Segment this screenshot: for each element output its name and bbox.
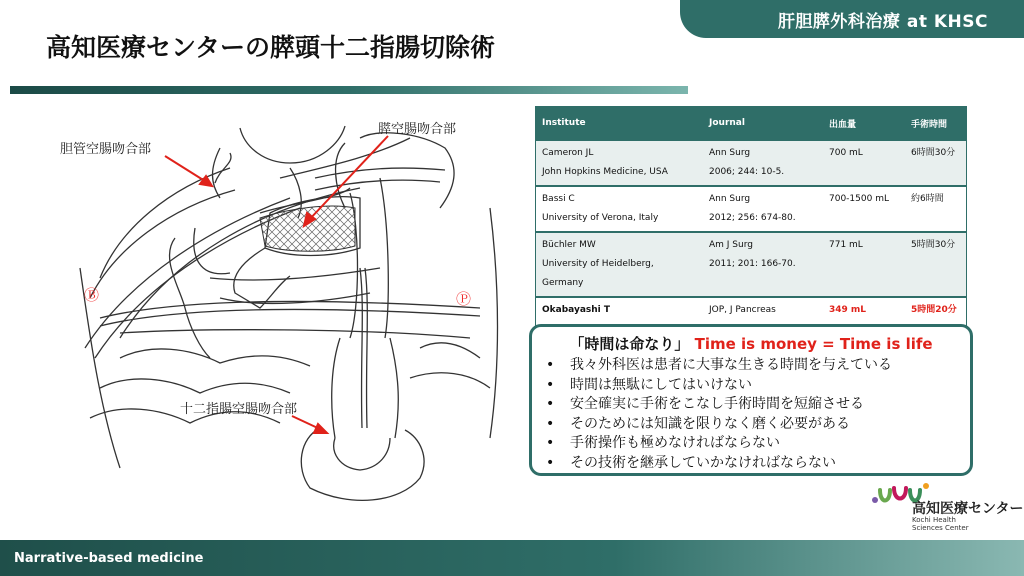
cell-journal: Ann Surg 2012; 256: 674-80. xyxy=(703,186,823,232)
logo-subtitle: Kochi Health Sciences Center xyxy=(912,516,969,532)
header-blood-loss: 出血量 xyxy=(823,107,905,141)
cell-institute: Cameron JL John Hopkins Medicine, USA xyxy=(536,140,704,186)
quote-heading xyxy=(542,333,960,354)
cell-blood-loss: 700 mL xyxy=(823,140,905,186)
cell-journal: Am J Surg 2011; 201: 166-70. xyxy=(703,232,823,297)
header-journal: Journal xyxy=(703,107,823,141)
footer-text: Narrative-based medicine xyxy=(14,550,204,566)
cell-time: 5時間20分 xyxy=(905,297,967,362)
list-item: • 我々外科医は患者に大事な生きる時間を与えている xyxy=(542,356,960,376)
header-institute: Institute xyxy=(536,107,704,141)
table-header-row xyxy=(536,107,967,141)
banner-text: 肝胆膵外科治療 at KHSC xyxy=(777,11,988,32)
quote-heading-jp: 「時間は命なり」 xyxy=(569,335,690,353)
top-banner xyxy=(680,0,1024,38)
cell-time: 約6時間 xyxy=(905,186,967,232)
cell-journal: JOP, J Pancreas xyxy=(703,297,823,362)
cell-institute: Bassi C University of Verona, Italy xyxy=(536,186,704,232)
label-pancreatic: 膵空腸吻合部 xyxy=(378,122,457,137)
logo-name: 高知医療センター xyxy=(912,501,1024,517)
title-divider xyxy=(10,86,688,94)
list-item: • 手術操作も極めなければならない xyxy=(542,434,960,454)
quote-heading-en: Time is money = Time is life xyxy=(694,335,933,353)
footer-bar xyxy=(0,540,1024,576)
list-item: • その技術を継承していかなければならない xyxy=(542,454,960,474)
cell-blood-loss: 771 mL xyxy=(823,232,905,297)
quote-box xyxy=(529,324,973,476)
page-title: 高知医療センターの膵頭十二指腸切除術 xyxy=(46,33,496,62)
surgical-illustration xyxy=(60,108,520,528)
cell-time: 5時間30分 xyxy=(905,232,967,297)
list-item: • そのためには知識を限りなく磨く必要がある xyxy=(542,415,960,435)
header-operation-time: 手術時間 xyxy=(905,107,967,141)
cell-time: 6時間30分 xyxy=(905,140,967,186)
cell-journal: Ann Surg 2006; 244: 10-5. xyxy=(703,140,823,186)
marker-b: Ⓑ xyxy=(84,287,100,304)
table-row xyxy=(536,232,967,297)
table-row xyxy=(536,140,967,186)
cell-institute: Okabayashi T xyxy=(536,297,704,362)
table-row xyxy=(536,186,967,232)
cell-blood-loss: 349 mL xyxy=(823,297,905,362)
list-item: • 時間は無駄にしてはいけない xyxy=(542,376,960,396)
cell-institute: Büchler MW University of Heidelberg, Germany xyxy=(536,232,704,297)
marker-p: Ⓟ xyxy=(456,291,472,308)
list-item: • 安全確実に手術をこなし手術時間を短縮させる xyxy=(542,395,960,415)
label-biliary: 胆管空腸吻合部 xyxy=(60,142,152,157)
quote-list xyxy=(542,356,960,473)
label-duodenal: 十二指腸空腸吻合部 xyxy=(180,402,298,417)
cell-blood-loss: 700-1500 mL xyxy=(823,186,905,232)
